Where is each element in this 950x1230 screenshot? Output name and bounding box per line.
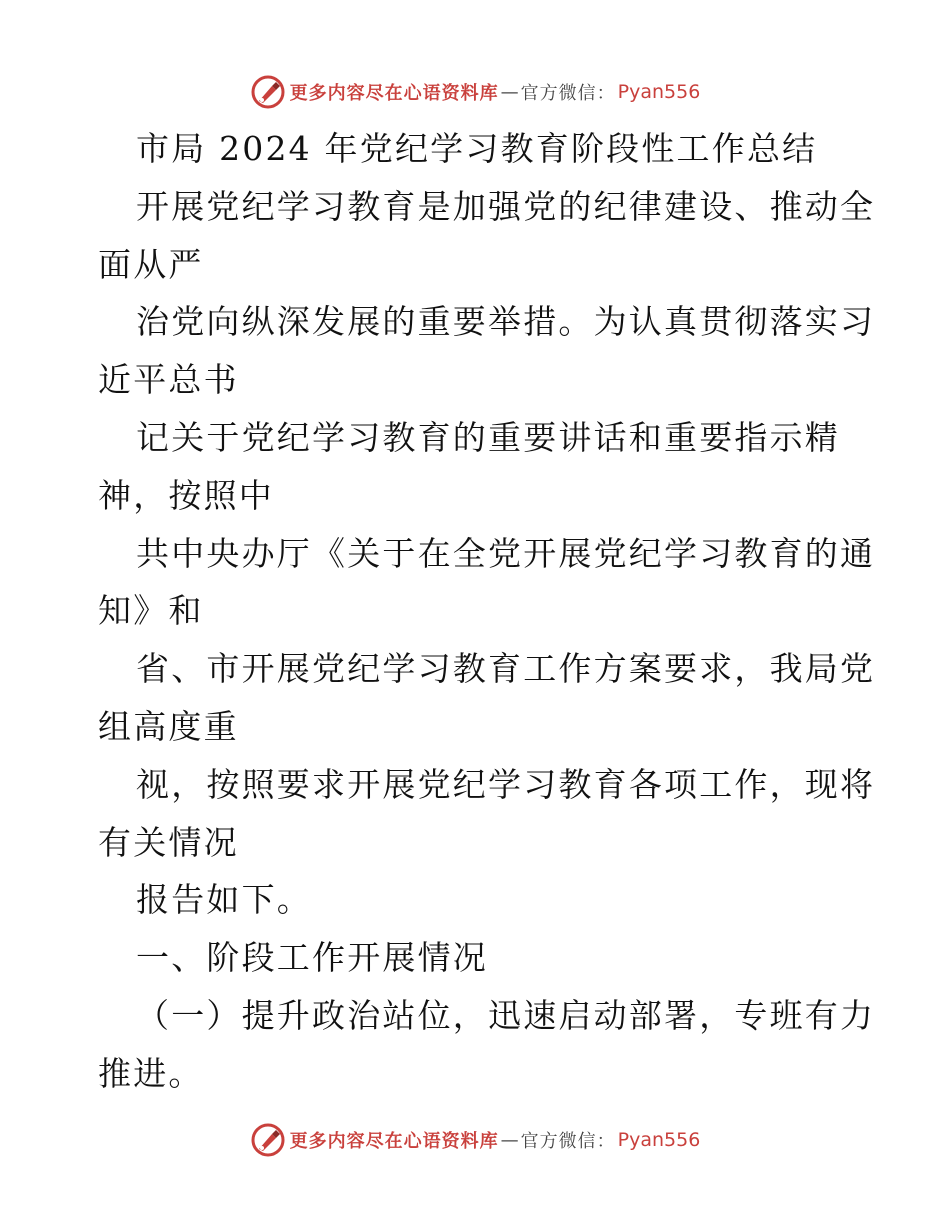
text-line: 组高度重 xyxy=(98,706,239,746)
text-line: 一、阶段工作开展情况 xyxy=(136,938,488,978)
watermark-dash: — xyxy=(500,1129,519,1151)
watermark-footer xyxy=(0,1120,950,1160)
text-line: 神，按照中 xyxy=(98,475,274,515)
watermark-brand-text: 更多内容尽在心语资料库 xyxy=(289,83,499,104)
text-line: 共中央办厅《关于在全党开展党纪学习教育的通 xyxy=(136,533,876,573)
text-line: 推进。 xyxy=(98,1053,204,1093)
text-line: 面从严 xyxy=(98,244,204,284)
text-line: 治党向纵深发展的重要举措。为认真贯彻落实习 xyxy=(136,302,876,342)
watermark-wechat-label: 官方微信： xyxy=(520,83,616,104)
text-line: 记关于党纪学习教育的重要讲话和重要指示精 xyxy=(136,417,840,457)
text-line: 知》和 xyxy=(98,591,204,631)
pen-logo-icon xyxy=(250,1122,286,1158)
text-line: （一）提升政治站位，迅速启动部署，专班有力 xyxy=(136,995,876,1035)
watermark-wechat-id: Pyan556 xyxy=(617,81,701,103)
document-title: 市局 2024 年党纪学习教育阶段性工作总结 xyxy=(136,129,818,168)
text-line: 近平总书 xyxy=(98,360,239,400)
watermark-wechat-label: 官方微信： xyxy=(520,1131,616,1152)
document-body xyxy=(98,120,876,1103)
pen-logo-icon xyxy=(250,74,286,110)
text-line: 视，按照要求开展党纪学习教育各项工作，现将 xyxy=(136,764,876,804)
text-line: 省、市开展党纪学习教育工作方案要求，我局党 xyxy=(136,649,876,689)
text-line: 有关情况 xyxy=(98,822,239,862)
text-line: 报告如下。 xyxy=(136,880,312,920)
text-line: 开展党纪学习教育是加强党的纪律建设、推动全 xyxy=(136,186,876,226)
watermark-header xyxy=(0,72,950,112)
watermark-wechat-id: Pyan556 xyxy=(617,1129,701,1151)
watermark-brand-text: 更多内容尽在心语资料库 xyxy=(289,1131,499,1152)
watermark-dash: — xyxy=(500,81,519,103)
